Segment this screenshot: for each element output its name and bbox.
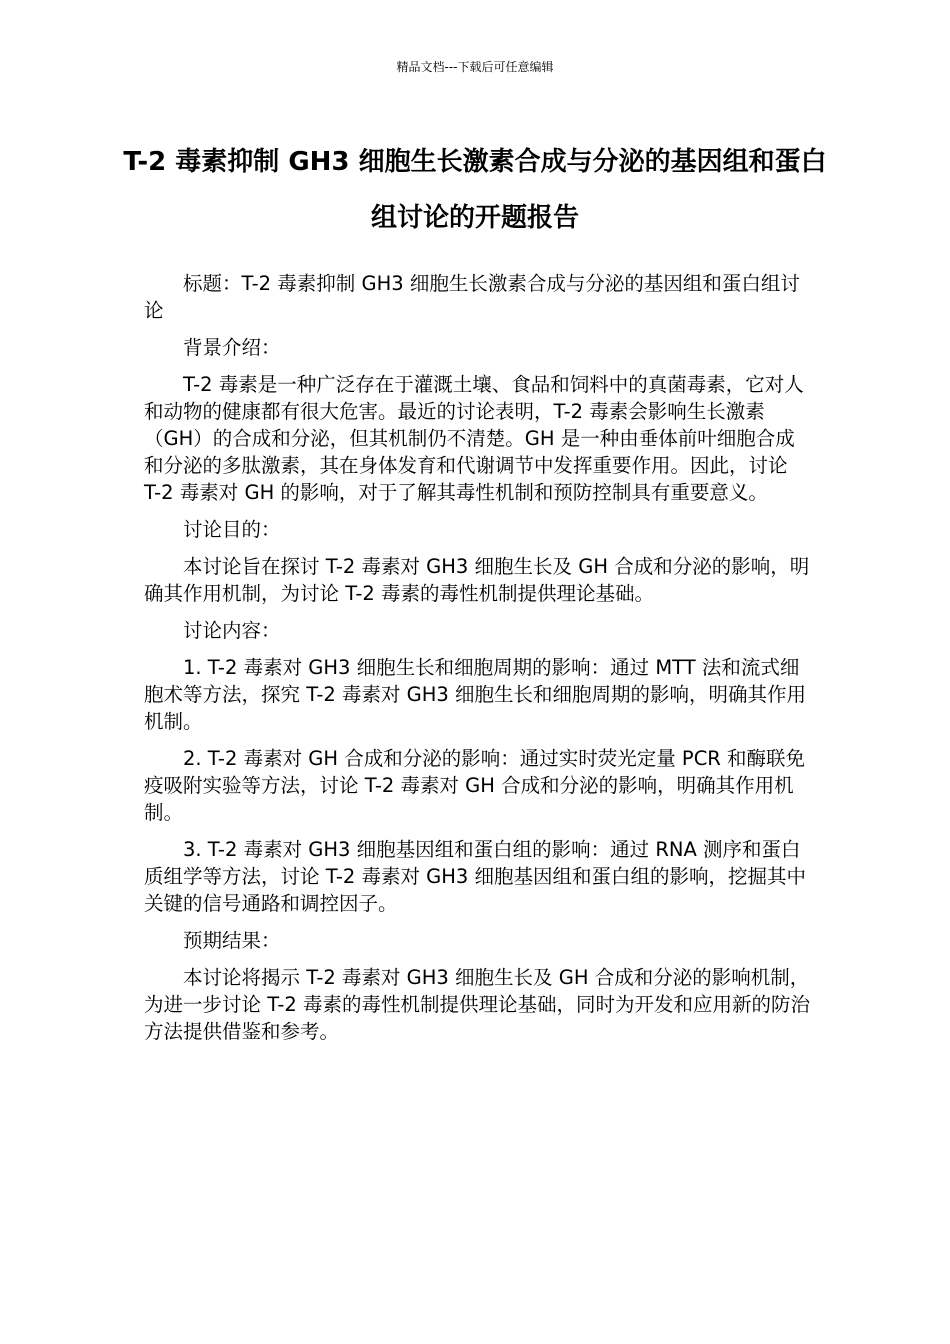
paragraph-background: T-2 毒素是一种广泛存在于灌溉土壤、食品和饲料中的真菌毒素，它对人和动物的健康都有很大危害。最近的讨论表明，T-2 毒素会影响生长激素（GH）的合成和分泌，但其机制仍不清楚。GH 是一种由垂体前叶细胞合成和分泌的多肽激素，其在身体发育和代谢调节中发挥重要作用。因此，讨论 T-2 毒素对 GH 的影响，对于了解其毒性机制和预防控制具有重要意义。 [144,373,804,504]
heading-background: 背景介绍： [183,336,281,359]
document-body [144,270,810,1055]
heading-content: 讨论内容： [183,619,281,642]
paragraph-content-3: 3. T-2 毒素对 GH3 细胞基因组和蛋白组的影响：通过 RNA 测序和蛋白质组学等方法，讨论 T-2 毒素对 GH3 细胞基因组和蛋白组的影响，挖掘其中关键的信号通路和调控因子。 [144,838,807,915]
paragraph-subject: 标题：T-2 毒素抑制 GH3 细胞生长激素合成与分泌的基因组和蛋白组讨论 [144,272,800,322]
header-note: 精品文档---下载后可任意编辑 [396,60,554,74]
heading-expected-results: 预期结果： [183,929,281,952]
paragraph-content-2: 2. T-2 毒素对 GH 合成和分泌的影响：通过实时荧光定量 PCR 和酶联免疫吸附实验等方法，讨论 T-2 毒素对 GH 合成和分泌的影响，明确其作用机制。 [144,747,806,824]
paragraph-expected-results: 本讨论将揭示 T-2 毒素对 GH3 细胞生长及 GH 合成和分泌的影响机制，为进一步讨论 T-2 毒素的毒性机制提供理论基础，同时为开发和应用新的防治方法提供借鉴和参考。 [144,966,810,1043]
heading-purpose: 讨论目的： [183,518,281,541]
paragraph-content-1: 1. T-2 毒素对 GH3 细胞生长和细胞周期的影响：通过 MTT 法和流式细胞术等方法，探究 T-2 毒素对 GH3 细胞生长和细胞周期的影响，明确其作用机制。 [144,656,807,733]
document-title: T-2 毒素抑制 GH3 细胞生长激素合成与分泌的基因组和蛋白组讨论的开题报告 [123,147,827,233]
paragraph-purpose: 本讨论旨在探讨 T-2 毒素对 GH3 细胞生长及 GH 合成和分泌的影响，明确其作用机制，为讨论 T-2 毒素的毒性机制提供理论基础。 [144,555,810,605]
